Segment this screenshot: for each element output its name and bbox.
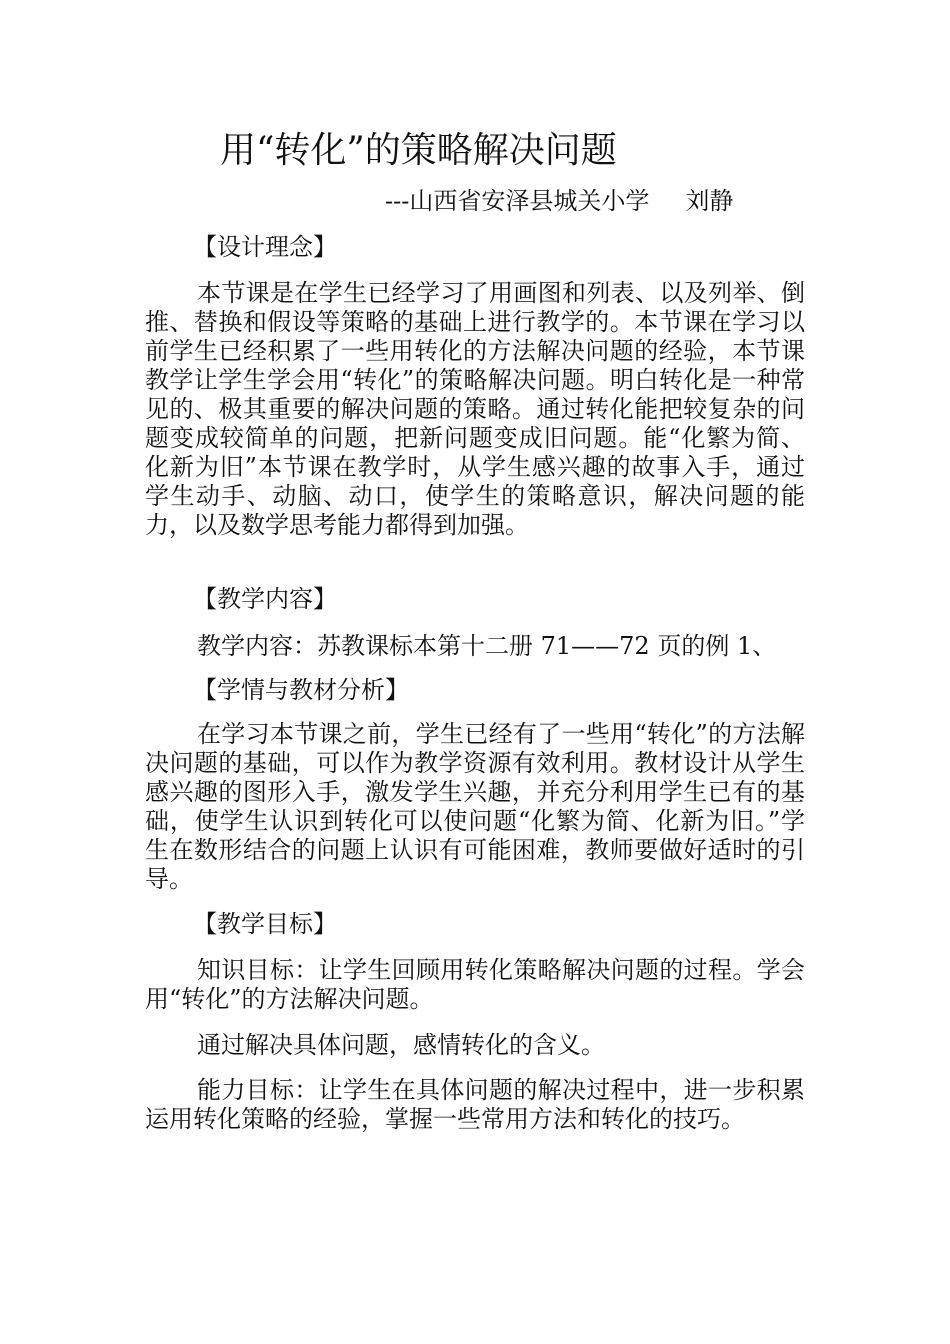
content-heading: 【教学内容】 bbox=[193, 585, 337, 613]
design-heading: 【设计理念】 bbox=[193, 233, 337, 261]
author-line bbox=[385, 184, 733, 218]
goal-process-paragraph: 通过解决具体问题，感情转化的含义。 bbox=[197, 1031, 605, 1059]
content-paragraph: 教学内容：苏教课标本第十二册 71——72 页的例 1、 bbox=[197, 632, 777, 660]
analysis-heading: 【学情与教材分析】 bbox=[193, 676, 409, 704]
author-school: ---山西省安泽县城关小学 bbox=[385, 187, 650, 215]
goal-ability-paragraph: 能力目标：让学生在具体问题的解决过程中，进一步积累运用转化策略的经验，掌握一些常用方法和转化的技巧。 bbox=[145, 1076, 805, 1133]
document-title: 用“转化”的策略解决问题 bbox=[220, 130, 617, 171]
design-paragraph: 本节课是在学生已经学习了用画图和列表、以及列举、倒推、替换和假设等策略的基础上进行教学的。本节课在学习以前学生已经积累了一些用转化的方法解决问题的经验，本节课教学让学生学会用“转化”的策略解决问题。明白转化是一种常见的、极其重要的解决问题的策略。通过转化能把较复杂的问题变成较简单的问题，把新问题变成旧问题。能“化繁为简、化新为旧”本节课在教学时，从学生感兴趣的故事入手，通过学生动手、动脑、动口，使学生的策略意识，解决问题的能力，以及数学思考能力都得到加强。 bbox=[145, 279, 805, 539]
goals-heading: 【教学目标】 bbox=[193, 910, 337, 938]
goal-knowledge-paragraph: 知识目标：让学生回顾用转化策略解决问题的过程。学会用“转化”的方法解决问题。 bbox=[145, 956, 805, 1013]
analysis-paragraph: 在学习本节课之前，学生已经有了一些用“转化”的方法解决问题的基础，可以作为教学资源有效利用。教材设计从学生感兴趣的图形入手，激发学生兴趣，并充分利用学生已有的基础，使学生认识到转化可以使问题“化繁为简、化新为旧。”学生在数形结合的问题上认识有可能困难，教师要做好适时的引导。 bbox=[145, 720, 805, 893]
author-name: 刘静 bbox=[685, 187, 734, 215]
